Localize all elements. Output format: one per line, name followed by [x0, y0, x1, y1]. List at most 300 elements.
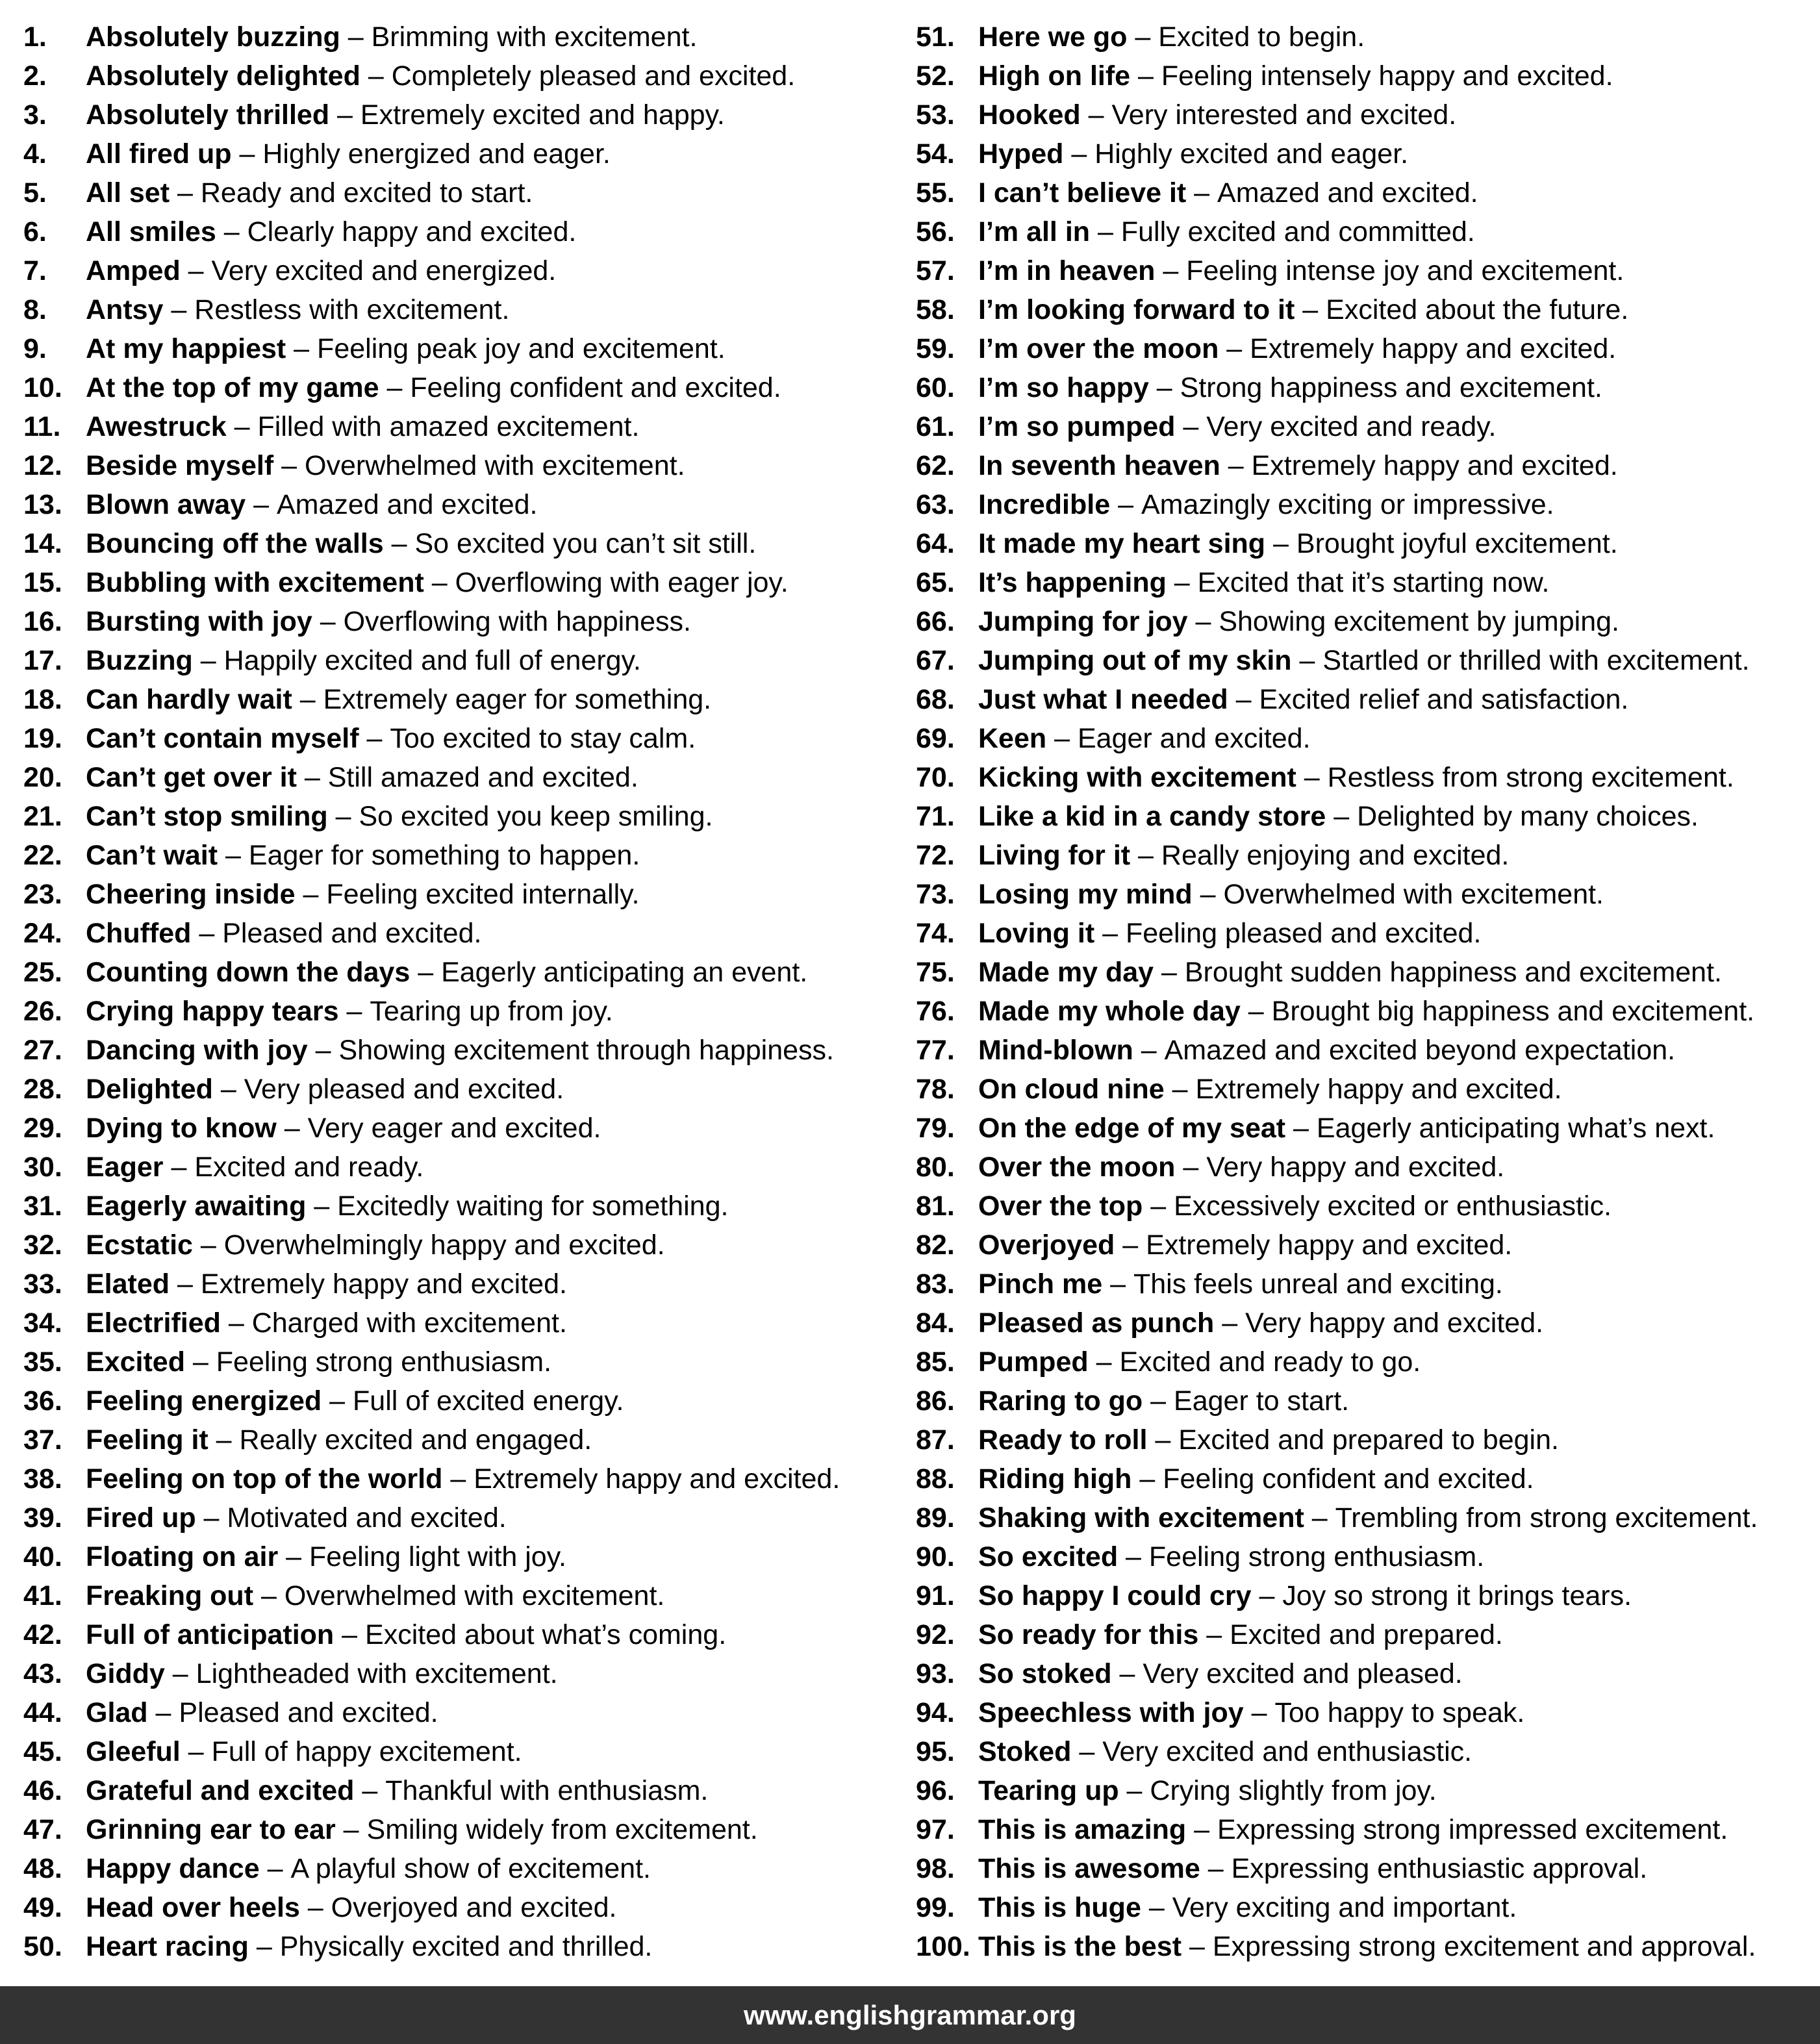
item-number: 79.	[916, 1113, 955, 1144]
item-separator: –	[1063, 138, 1095, 170]
item-number: 57.	[916, 255, 955, 286]
item-meaning: Feeling pleased and excited.	[1125, 918, 1482, 949]
item-phrase: It’s happening	[978, 567, 1167, 598]
item-separator: –	[1133, 1035, 1165, 1066]
item-number: 71.	[916, 801, 955, 832]
list-item	[23, 1732, 913, 1771]
item-phrase: Pumped	[978, 1346, 1089, 1378]
list-item	[23, 1771, 913, 1810]
item-number: 1.	[23, 21, 47, 53]
item-number: 20.	[23, 762, 62, 793]
item-phrase: Keen	[978, 723, 1047, 754]
item-meaning: Very interested and excited.	[1111, 99, 1457, 131]
item-meaning: Feeling light with joy.	[309, 1541, 566, 1572]
list-item	[23, 1148, 913, 1187]
item-phrase: Made my whole day	[978, 996, 1241, 1027]
item-phrase: Electrified	[86, 1307, 221, 1339]
list-item	[23, 1420, 913, 1459]
list-item	[23, 1070, 913, 1109]
list-item	[23, 407, 913, 446]
item-separator: –	[1251, 1580, 1283, 1611]
list-item	[23, 758, 913, 797]
item-number: 91.	[916, 1580, 955, 1611]
item-number: 95.	[916, 1736, 955, 1767]
item-separator: –	[1143, 1191, 1174, 1222]
item-separator: –	[1094, 918, 1126, 949]
item-meaning: Excited and prepared to begin.	[1178, 1424, 1559, 1456]
item-number: 16.	[23, 606, 62, 637]
item-number: 28.	[23, 1074, 62, 1105]
list-item	[916, 992, 1812, 1031]
item-separator: –	[1166, 567, 1198, 598]
list-item	[23, 95, 913, 134]
item-phrase: At the top of my game	[86, 372, 379, 403]
item-number: 30.	[23, 1152, 62, 1183]
item-phrase: Just what I needed	[978, 684, 1228, 715]
item-number: 13.	[23, 489, 62, 520]
item-meaning: Delighted by many choices.	[1357, 801, 1699, 832]
list-item	[23, 18, 913, 57]
item-separator: –	[180, 255, 212, 286]
item-number: 87.	[916, 1424, 955, 1456]
item-phrase: High on life	[978, 60, 1131, 92]
item-meaning: Lightheaded with excitement.	[196, 1658, 558, 1689]
item-phrase: Bubbling with excitement	[86, 567, 424, 598]
item-separator: –	[295, 879, 327, 910]
list-item	[23, 251, 913, 290]
item-meaning: Excitedly waiting for something.	[337, 1191, 729, 1222]
item-number: 45.	[23, 1736, 62, 1767]
item-meaning: Excited and ready to go.	[1119, 1346, 1421, 1378]
item-meaning: Overjoyed and excited.	[331, 1892, 617, 1923]
item-number: 96.	[916, 1775, 955, 1806]
item-separator: –	[334, 1619, 366, 1650]
item-separator: –	[1295, 294, 1326, 325]
item-phrase: So excited	[978, 1541, 1119, 1572]
item-meaning: Ready and excited to start.	[200, 177, 533, 208]
item-meaning: Expressing strong impressed excitement.	[1217, 1814, 1728, 1845]
item-phrase: Antsy	[86, 294, 164, 325]
item-phrase: Jumping for joy	[978, 606, 1188, 637]
list-item	[916, 1382, 1812, 1420]
list-item	[916, 1576, 1812, 1615]
list-item	[916, 212, 1812, 251]
item-phrase: Grateful and excited	[86, 1775, 355, 1806]
item-separator: –	[1164, 1074, 1196, 1105]
item-separator: –	[170, 1268, 201, 1300]
item-number: 9.	[23, 333, 47, 364]
list-item	[23, 1810, 913, 1849]
item-phrase: It made my heart sing	[978, 528, 1266, 559]
item-meaning: Brought joyful excitement.	[1296, 528, 1618, 559]
item-phrase: Kicking with excitement	[978, 762, 1296, 793]
item-phrase: This is huge	[978, 1892, 1141, 1923]
item-meaning: Overwhelmed with excitement.	[305, 450, 685, 481]
list-item	[23, 680, 913, 719]
item-phrase: Full of anticipation	[86, 1619, 335, 1650]
item-meaning: Tearing up from joy.	[370, 996, 613, 1027]
item-phrase: Excited	[86, 1346, 185, 1378]
item-number: 84.	[916, 1307, 955, 1339]
item-number: 73.	[916, 879, 955, 910]
item-meaning: A playful show of excitement.	[290, 1853, 651, 1884]
item-phrase: Glad	[86, 1697, 148, 1728]
item-phrase: Speechless with joy	[978, 1697, 1244, 1728]
item-separator: –	[1115, 1230, 1146, 1261]
item-number: 81.	[916, 1191, 955, 1222]
item-phrase: Tearing up	[978, 1775, 1119, 1806]
item-number: 2.	[23, 60, 47, 92]
list-item	[916, 836, 1812, 875]
item-separator: –	[218, 840, 249, 871]
item-separator: –	[306, 1191, 338, 1222]
item-number: 29.	[23, 1113, 62, 1144]
item-number: 53.	[916, 99, 955, 131]
item-meaning: Feeling confident and excited.	[1163, 1463, 1534, 1495]
item-meaning: Physically excited and thrilled.	[279, 1931, 653, 1962]
list-item	[916, 875, 1812, 914]
item-number: 11.	[23, 411, 61, 442]
item-separator: –	[1182, 1931, 1213, 1962]
item-phrase: Floating on air	[86, 1541, 279, 1572]
item-number: 100.	[916, 1931, 970, 1962]
list-item	[23, 914, 913, 953]
item-phrase: I’m all in	[978, 216, 1091, 247]
list-item	[23, 1927, 913, 1966]
list-item	[23, 524, 913, 563]
item-meaning: This feels unreal and exciting.	[1133, 1268, 1503, 1300]
item-phrase: Over the moon	[978, 1152, 1176, 1183]
item-separator: –	[212, 1074, 244, 1105]
item-number: 77.	[916, 1035, 955, 1066]
item-separator: –	[1186, 177, 1218, 208]
item-number: 23.	[23, 879, 62, 910]
item-separator: –	[1131, 1463, 1163, 1495]
item-separator: –	[1175, 1152, 1207, 1183]
item-phrase: Loving it	[978, 918, 1095, 949]
list-item	[916, 563, 1812, 602]
item-phrase: Delighted	[86, 1074, 213, 1105]
item-meaning: Extremely happy and excited.	[1195, 1074, 1562, 1105]
item-meaning: Very exciting and important.	[1172, 1892, 1517, 1923]
item-phrase: Mind-blown	[978, 1035, 1133, 1066]
item-number: 75.	[916, 957, 955, 988]
item-number: 36.	[23, 1385, 62, 1417]
item-number: 55.	[916, 177, 955, 208]
item-phrase: Jumping out of my skin	[978, 645, 1292, 676]
list-item	[916, 1732, 1812, 1771]
item-phrase: Counting down the days	[86, 957, 411, 988]
list-item	[23, 563, 913, 602]
item-number: 64.	[916, 528, 955, 559]
item-separator: –	[292, 684, 323, 715]
item-separator: –	[327, 801, 359, 832]
list-item	[23, 1459, 913, 1498]
list-item	[916, 1459, 1812, 1498]
item-phrase: Stoked	[978, 1736, 1072, 1767]
item-meaning: Pleased and excited.	[222, 918, 482, 949]
item-separator: –	[1141, 1892, 1172, 1923]
item-number: 88.	[916, 1463, 955, 1495]
item-separator: –	[442, 1463, 474, 1495]
item-number: 49.	[23, 1892, 62, 1923]
list-item	[23, 1382, 913, 1420]
item-separator: –	[246, 489, 277, 520]
item-number: 26.	[23, 996, 62, 1027]
item-phrase: On cloud nine	[978, 1074, 1165, 1105]
list-item	[23, 1888, 913, 1927]
item-meaning: Very excited and enthusiastic.	[1102, 1736, 1472, 1767]
item-meaning: Highly energized and eager.	[262, 138, 611, 170]
item-number: 69.	[916, 723, 955, 754]
item-number: 39.	[23, 1502, 62, 1533]
list-item	[916, 1810, 1812, 1849]
item-number: 50.	[23, 1931, 62, 1962]
item-phrase: Freaking out	[86, 1580, 254, 1611]
item-meaning: Feeling strong enthusiasm.	[216, 1346, 552, 1378]
item-number: 70.	[916, 762, 955, 793]
list-item	[23, 212, 913, 251]
item-separator: –	[1090, 216, 1121, 247]
item-phrase: On the edge of my seat	[978, 1113, 1286, 1144]
item-phrase: This is the best	[978, 1931, 1182, 1962]
item-phrase: Happy dance	[86, 1853, 260, 1884]
item-number: 52.	[916, 60, 955, 92]
item-meaning: Highly excited and eager.	[1094, 138, 1409, 170]
item-meaning: Extremely happy and excited.	[1250, 333, 1617, 364]
item-separator: –	[1265, 528, 1296, 559]
list-item	[23, 1576, 913, 1615]
footer-url: www.englishgrammar.org	[0, 1986, 1820, 2044]
item-phrase: Eagerly awaiting	[86, 1191, 307, 1222]
item-meaning: Feeling strong enthusiasm.	[1148, 1541, 1485, 1572]
item-number: 47.	[23, 1814, 62, 1845]
item-meaning: Extremely happy and excited.	[200, 1268, 567, 1300]
list-item	[23, 1304, 913, 1343]
item-meaning: Overwhelmed with excitement.	[1223, 879, 1604, 910]
item-number: 19.	[23, 723, 62, 754]
list-item	[916, 1420, 1812, 1459]
item-separator: –	[1219, 333, 1250, 364]
item-meaning: Brought big happiness and excitement.	[1271, 996, 1755, 1027]
item-phrase: All smiles	[86, 216, 216, 247]
item-separator: –	[1143, 1385, 1174, 1417]
item-meaning: Trembling from strong excitement.	[1335, 1502, 1758, 1533]
item-phrase: I’m so happy	[978, 372, 1149, 403]
list-item	[23, 992, 913, 1031]
item-separator: –	[147, 1697, 179, 1728]
item-meaning: Very happy and excited.	[1245, 1307, 1544, 1339]
item-separator: –	[1214, 1307, 1246, 1339]
list-item	[916, 57, 1812, 95]
item-number: 86.	[916, 1385, 955, 1417]
item-meaning: Eager for something to happen.	[248, 840, 640, 871]
item-phrase: Feeling on top of the world	[86, 1463, 443, 1495]
item-phrase: Incredible	[978, 489, 1111, 520]
item-phrase: Amped	[86, 255, 181, 286]
item-meaning: Strong happiness and excitement.	[1180, 372, 1602, 403]
item-meaning: Overflowing with happiness.	[343, 606, 691, 637]
list-item	[916, 1888, 1812, 1927]
item-phrase: Absolutely buzzing	[86, 21, 340, 53]
item-phrase: Elated	[86, 1268, 170, 1300]
item-number: 34.	[23, 1307, 62, 1339]
item-meaning: Eager and excited.	[1077, 723, 1311, 754]
list-item	[916, 1265, 1812, 1304]
item-separator: –	[1175, 411, 1207, 442]
item-separator: –	[259, 1853, 291, 1884]
item-separator: –	[163, 294, 195, 325]
item-separator: –	[410, 957, 442, 988]
item-separator: –	[1071, 1736, 1103, 1767]
item-separator: –	[1088, 1346, 1120, 1378]
item-meaning: Expressing enthusiastic approval.	[1231, 1853, 1648, 1884]
item-phrase: Feeling energized	[86, 1385, 322, 1417]
item-number: 93.	[916, 1658, 955, 1689]
item-number: 43.	[23, 1658, 62, 1689]
list-item	[23, 134, 913, 173]
item-phrase: I can’t believe it	[978, 177, 1187, 208]
item-meaning: Eager to start.	[1174, 1385, 1350, 1417]
item-separator: –	[196, 1502, 227, 1533]
list-item	[23, 1615, 913, 1654]
item-meaning: Full of excited energy.	[353, 1385, 624, 1417]
item-meaning: Extremely happy and excited.	[474, 1463, 840, 1495]
item-separator: –	[192, 645, 224, 676]
item-meaning: Too excited to stay calm.	[390, 723, 696, 754]
item-phrase: Gleeful	[86, 1736, 181, 1767]
item-number: 63.	[916, 489, 955, 520]
item-separator: –	[1304, 1502, 1335, 1533]
list-item	[916, 368, 1812, 407]
list-item	[916, 1693, 1812, 1732]
item-meaning: Joy so strong it brings tears.	[1282, 1580, 1632, 1611]
item-phrase: Heart racing	[86, 1931, 249, 1962]
item-meaning: Thankful with enthusiasm.	[385, 1775, 709, 1806]
item-phrase: Can’t wait	[86, 840, 218, 871]
item-meaning: Really excited and engaged.	[239, 1424, 592, 1456]
item-meaning: Feeling peak joy and excitement.	[317, 333, 726, 364]
item-separator: –	[1187, 606, 1219, 637]
item-meaning: Smiling widely from excitement.	[366, 1814, 758, 1845]
item-number: 42.	[23, 1619, 62, 1650]
item-meaning: Motivated and excited.	[227, 1502, 507, 1533]
item-number: 68.	[916, 684, 955, 715]
item-phrase: Raring to go	[978, 1385, 1143, 1417]
item-number: 85.	[916, 1346, 955, 1378]
item-phrase: Head over heels	[86, 1892, 300, 1923]
item-meaning: Extremely eager for something.	[323, 684, 712, 715]
list-item	[23, 1693, 913, 1732]
list-item	[916, 134, 1812, 173]
item-separator: –	[191, 918, 223, 949]
item-separator: –	[253, 1580, 284, 1611]
item-number: 66.	[916, 606, 955, 637]
item-number: 15.	[23, 567, 62, 598]
item-separator: –	[164, 1658, 196, 1689]
item-separator: –	[231, 138, 263, 170]
list-item	[916, 1927, 1812, 1966]
item-number: 99.	[916, 1892, 955, 1923]
list-item	[916, 797, 1812, 836]
item-separator: –	[354, 1775, 386, 1806]
item-meaning: Clearly happy and excited.	[247, 216, 577, 247]
list-item	[916, 641, 1812, 680]
item-phrase: Can hardly wait	[86, 684, 292, 715]
item-phrase: Grinning ear to ear	[86, 1814, 336, 1845]
item-number: 5.	[23, 177, 47, 208]
item-separator: –	[1148, 372, 1180, 403]
item-phrase: Overjoyed	[978, 1230, 1115, 1261]
item-number: 90.	[916, 1541, 955, 1572]
item-meaning: Feeling confident and excited.	[410, 372, 781, 403]
item-number: 14.	[23, 528, 62, 559]
item-meaning: Showing excitement by jumping.	[1219, 606, 1619, 637]
item-number: 51.	[916, 21, 955, 53]
item-meaning: Fully excited and committed.	[1120, 216, 1475, 247]
item-phrase: So happy I could cry	[978, 1580, 1252, 1611]
item-meaning: Restless with excitement.	[194, 294, 510, 325]
item-meaning: Excessively excited or enthusiastic.	[1174, 1191, 1612, 1222]
item-phrase: Chuffed	[86, 918, 192, 949]
item-meaning: Excited relief and satisfaction.	[1259, 684, 1629, 715]
item-phrase: Dying to know	[86, 1113, 277, 1144]
list-item	[916, 446, 1812, 485]
item-meaning: Expressing strong excitement and approval.	[1212, 1931, 1756, 1962]
item-number: 44.	[23, 1697, 62, 1728]
item-phrase: Here we go	[978, 21, 1128, 53]
item-separator: –	[340, 21, 372, 53]
item-phrase: Hyped	[978, 138, 1064, 170]
item-meaning: Very excited and energized.	[211, 255, 557, 286]
item-separator: –	[1118, 1541, 1149, 1572]
item-number: 32.	[23, 1230, 62, 1261]
item-separator: –	[359, 723, 390, 754]
item-number: 8.	[23, 294, 47, 325]
list-item	[23, 368, 913, 407]
item-phrase: Pleased as punch	[978, 1307, 1215, 1339]
list-item	[916, 1498, 1812, 1537]
item-meaning: Excited about what’s coming.	[365, 1619, 727, 1650]
item-meaning: Very excited and pleased.	[1143, 1658, 1463, 1689]
list-item	[916, 1070, 1812, 1109]
item-number: 72.	[916, 840, 955, 871]
item-meaning: Restless from strong excitement.	[1327, 762, 1734, 793]
item-phrase: Buzzing	[86, 645, 193, 676]
item-separator: –	[1155, 255, 1187, 286]
item-separator: –	[192, 1230, 224, 1261]
item-phrase: Can’t stop smiling	[86, 801, 328, 832]
item-number: 25.	[23, 957, 62, 988]
item-separator: –	[1296, 762, 1328, 793]
item-number: 62.	[916, 450, 955, 481]
item-number: 58.	[916, 294, 955, 325]
item-meaning: Feeling excited internally.	[326, 879, 640, 910]
list-item	[23, 602, 913, 641]
item-meaning: Excited and prepared.	[1230, 1619, 1503, 1650]
list-item	[916, 1537, 1812, 1576]
item-number: 21.	[23, 801, 62, 832]
item-phrase: I’m so pumped	[978, 411, 1176, 442]
item-phrase: Absolutely thrilled	[86, 99, 330, 131]
item-number: 74.	[916, 918, 955, 949]
item-separator: –	[1228, 684, 1259, 715]
list-item	[916, 1771, 1812, 1810]
item-separator: –	[423, 567, 455, 598]
item-separator: –	[1326, 801, 1358, 832]
item-phrase: Losing my mind	[978, 879, 1193, 910]
item-phrase: This is amazing	[978, 1814, 1187, 1845]
